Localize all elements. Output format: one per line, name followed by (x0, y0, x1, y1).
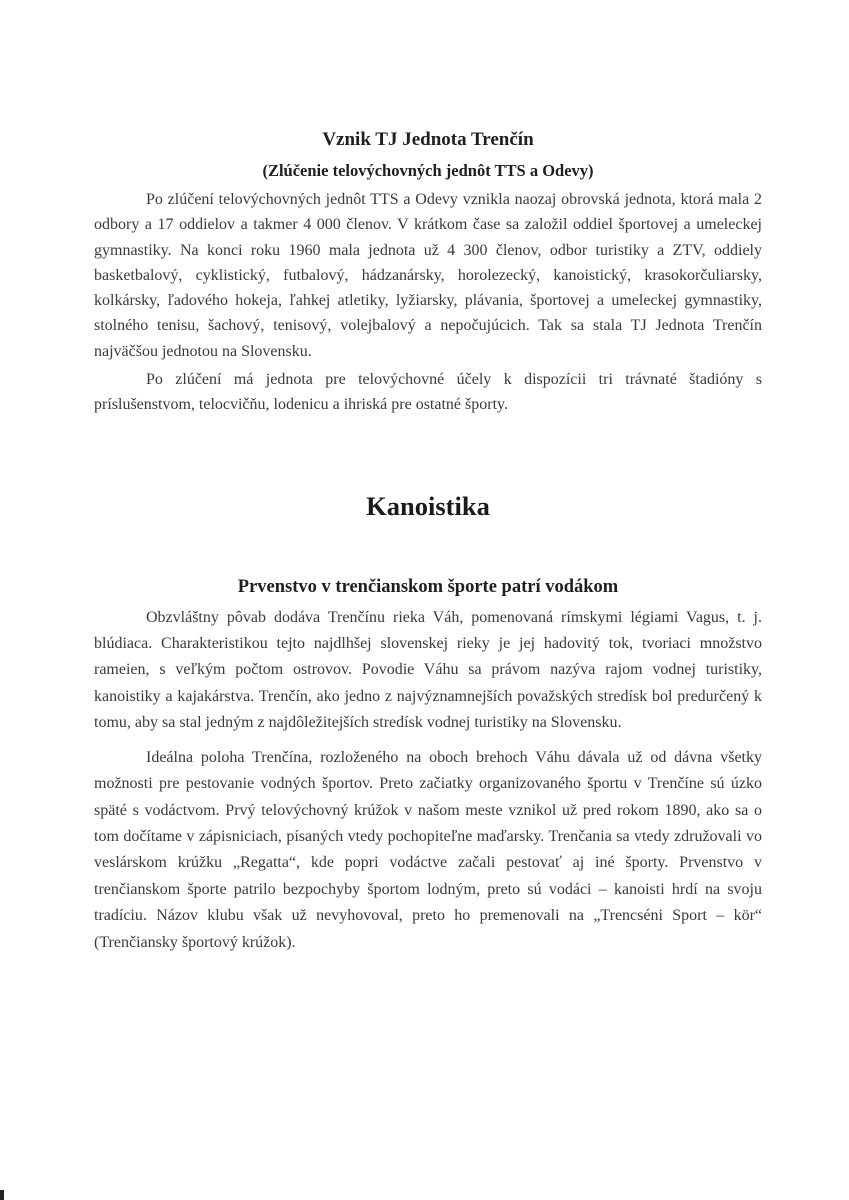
scan-edge-mark (0, 1190, 4, 1200)
section-title: Vznik TJ Jednota Trenčín (322, 129, 534, 150)
paragraph: Ideálna poloha Trenčína, rozloženého na oboch brehoch Váhu dávala už od dávna všetky možnosti pre pestovanie vodných športov. Preto začiatky organizovaného športu v Trenčíne sú úzko späté s vodáctvom. Prvý telovýchovný krúžok v našom meste vznikol už pred rokom 1890, ako sa o tom dočítame v zápisniciach, písaných vtedy pochopiteľne maďarsky. Trenčania sa vtedy združovali vo veslárskom krúžku „Regatta“, kde popri vodáctve začali pestovať aj iné športy. Prvenstvo v trenčianskom športe patrilo bezpochyby športom lodným, preto sú vodáci – kanoisti hrdí na svoju tradíciu. Názov klubu však už nevyhovoval, preto ho premenovali na „Trencséni Sport – kör“ (Trenčiansky športový krúžok). (94, 748, 762, 951)
section-heading: Prvenstvo v trenčianskom športe patrí vodákom (237, 576, 619, 597)
paragraph: Obzvláštny pôvab dodáva Trenčínu rieka Váh, pomenovaná rímskymi légiami Vagus, t. j. blúdiaca. Charakteristikou tejto najdlhšej slovenskej rieky je jej hadovitý tok, tvoriaci množstvo rameien, s veľkým počtom ostrovov. Povodie Váhu sa právom nazýva rajom vodnej turistiky, kanoistiky a kajakárstva. Trenčín, ako jedno z najvýznamnejších považských stredísk bol predurčený k tomu, aby sa stal jedným z najdôležitejších stredísk vodnej turistiky na Slovensku. (94, 608, 762, 732)
section-subtitle: (Zlúčenie telovýchovných jednôt TTS a Odevy) (262, 161, 594, 180)
paragraph: Po zlúčení má jednota pre telovýchovné účely k dispozícii tri trávnaté štadióny s príslušenstvom, telocvičňu, lodenicu a ihriská pre ostatné športy. (94, 371, 762, 414)
section-tj-jednota (94, 127, 762, 418)
paragraph: Po zlúčení telovýchovných jednôt TTS a Odevy vznikla naozaj obrovská jednota, ktorá mala 2 odbory a 17 oddielov a takmer 4 000 členov. V krátkom čase sa založil oddiel športovej a umeleckej gymnastiky. Na konci roku 1960 mala jednota už 4 300 členov, odbor turistiky a ZTV, oddiely basketbalový, cyklistický, futbalový, hádzanársky, horolezecký, kanoistický, krasokorčuliarsky, kolkársky, ľadového hokeja, ľahkej atletiky, lyžiarsky, plávania, športovej a umeleckej gymnastiky, stolného tenisu, šachový, tenisový, volejbalový a nepočujúcich. Tak sa stala TJ Jednota Trenčín najväčšou jednotou na Slovensku. (94, 191, 762, 360)
section-kanoistika (94, 574, 762, 956)
main-title: Kanoistika (366, 490, 490, 521)
document-content (94, 127, 762, 956)
